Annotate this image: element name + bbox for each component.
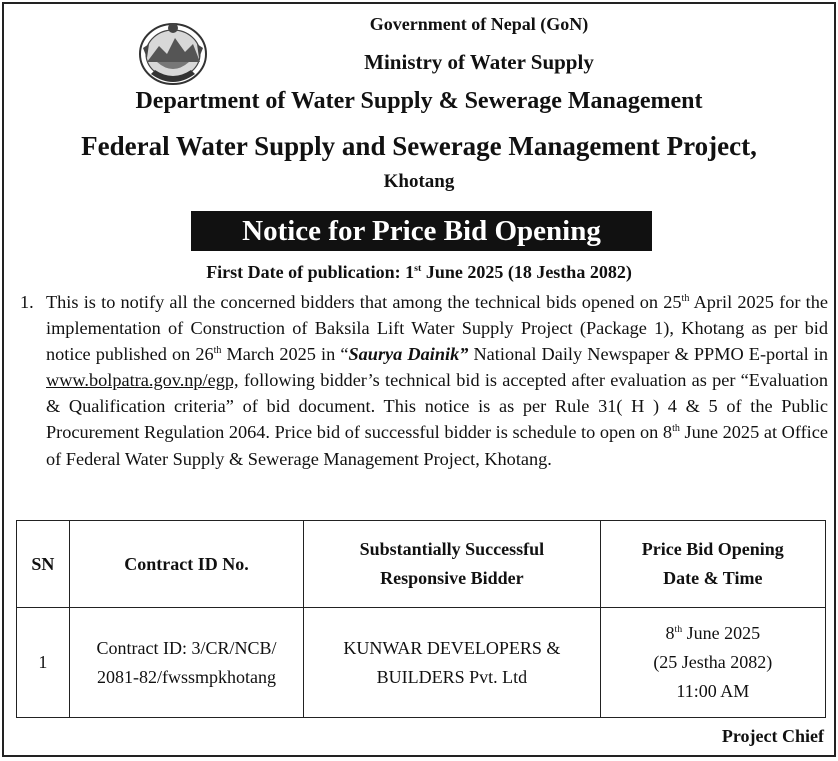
portal-link[interactable]: www.bolpatra.gov.np/egp, bbox=[46, 370, 239, 391]
bid-table bbox=[16, 520, 826, 718]
table-header-row bbox=[17, 521, 826, 608]
cell-bidder: KUNWAR DEVELOPERS & BUILDERS Pvt. Ltd bbox=[304, 608, 601, 718]
project-title: Federal Water Supply and Sewerage Management Project, bbox=[81, 131, 757, 161]
cell-sn: 1 bbox=[17, 608, 70, 718]
header-sn: SN bbox=[17, 521, 70, 608]
header-opening-date: Price Bid Opening Date & Time bbox=[600, 521, 825, 608]
header-contract-id: Contract ID No. bbox=[69, 521, 303, 608]
signatory: Project Chief bbox=[721, 726, 824, 746]
cell-opening-date: 8th June 2025 (25 Jestha 2082) 11:00 AM bbox=[600, 608, 825, 718]
newspaper-name: Saurya Dainik” bbox=[348, 344, 469, 365]
paragraph-text: This is to notify all the concerned bidders that among the technical bids opened on 25th April 2025 for the implementation of Construction of Baksila Lift Water Supply Project (Package 1), Khotang as per bid notice published on 26th March 2025 in “Saurya Dainik” National Daily Newspaper & PPMO E-portal in www.bolpatra.gov.np/egp, following bidder’s technical bid is accepted after evaluation as per “Evaluation & Qualification criteria” of bid document. This notice is as per Rule 31( H ) 4 & 5 of the Public Procurement Regulation 2064. Price bid of successful bidder is schedule to open on 8th June 2025 at Office of Federal Water Supply & Sewerage Management Project, Khotang. bbox=[46, 292, 828, 469]
ministry-title: Ministry of Water Supply bbox=[364, 50, 594, 74]
notice-page bbox=[2, 2, 836, 757]
table-row bbox=[17, 608, 826, 718]
paragraph-number: 1. bbox=[20, 292, 34, 312]
header-bidder: Substantially Successful Responsive Bidder bbox=[304, 521, 601, 608]
notice-paragraph bbox=[20, 289, 828, 472]
project-location: Khotang bbox=[383, 171, 455, 192]
department-title: Department of Water Supply & Sewerage Management bbox=[135, 88, 703, 114]
notice-title: Notice for Price Bid Opening bbox=[191, 211, 652, 251]
publication-date: First Date of publication: 1st June 2025 (18 Jestha 2082) bbox=[206, 262, 632, 282]
gov-title: Government of Nepal (GoN) bbox=[369, 14, 589, 34]
cell-contract-id: Contract ID: 3/CR/NCB/ 2081-82/fwssmpkhotang bbox=[69, 608, 303, 718]
